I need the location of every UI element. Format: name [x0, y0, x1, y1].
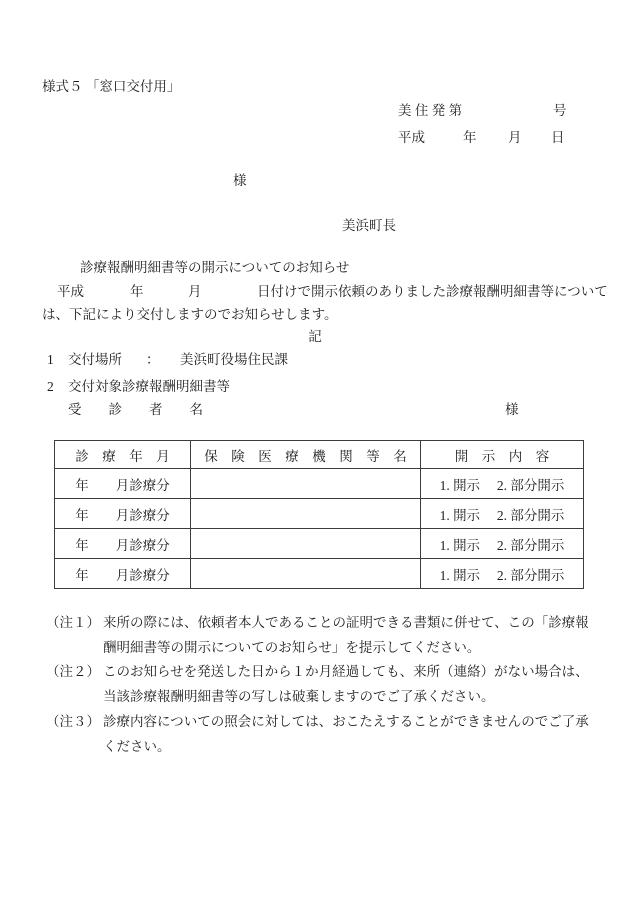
note-2-line-2: 当該診療報酬明細書等の写しは破棄しますのでご了承ください。 — [103, 689, 495, 704]
body-era-label: 平成 — [57, 284, 84, 299]
note-2-line-1: このお知らせを発送した日から１か月経過しても、来所（連絡）がない場合は、 — [103, 664, 589, 679]
disclosure-options-cell: 1. 開示 2. 部分開示 — [421, 499, 584, 529]
item-2-number: 2 — [47, 379, 54, 394]
item-1-number: 1 — [47, 352, 54, 367]
disclosure-options-cell: 1. 開示 2. 部分開示 — [421, 529, 584, 559]
item-2-label: 交付対象診療報酬明細書等 — [68, 379, 230, 394]
period-cell: 年 月診療分 — [55, 499, 191, 529]
org-name-cell — [191, 469, 421, 499]
patient-suffix: 様 — [505, 402, 519, 417]
disclosure-options-cell: 1. 開示 2. 部分開示 — [421, 469, 584, 499]
item-1-label: 交付場所 — [68, 352, 122, 367]
disclosure-options-cell: 1. 開示 2. 部分開示 — [421, 559, 584, 589]
date-month-label: 月 — [508, 130, 522, 145]
org-name-cell — [191, 559, 421, 589]
note-1-line-2: 酬明細書等の開示についてのお知らせ」を提示してください。 — [103, 640, 481, 655]
disclosure-table — [54, 440, 584, 589]
patient-name-label: 受 診 者 名 — [68, 402, 203, 417]
date-era-label: 平成 — [398, 130, 425, 145]
date-year-label: 年 — [463, 130, 477, 145]
table-header-row — [55, 441, 584, 469]
period-cell: 年 月診療分 — [55, 529, 191, 559]
doc-number-prefix: 美 住 発 第 — [398, 103, 463, 118]
period-cell: 年 月診療分 — [55, 559, 191, 589]
note-1-label: （注１） — [46, 615, 100, 630]
table-row — [55, 559, 584, 589]
period-cell: 年 月診療分 — [55, 469, 191, 499]
addressee-suffix: 様 — [233, 173, 247, 188]
org-name-cell — [191, 499, 421, 529]
item-1-value: 美浜町役場住民課 — [180, 352, 288, 367]
table-header-org: 保 険 医 療 機 関 等 名 — [191, 441, 421, 469]
date-day-label: 日 — [551, 130, 565, 145]
note-3-line-2: ください。 — [103, 739, 171, 754]
table-row — [55, 469, 584, 499]
body-line-1-text: 日付けで開示依頼のありました診療報酬明細書等について — [257, 284, 608, 299]
table-row — [55, 529, 584, 559]
note-3-label: （注３） — [46, 714, 100, 729]
org-name-cell — [191, 529, 421, 559]
note-3-line-1: 診療内容についての照会に対しては、おこたえすることができませんのでご了承 — [103, 714, 589, 729]
table-header-period: 診 療 年 月 — [55, 441, 191, 469]
table-row — [55, 499, 584, 529]
body-month-label: 月 — [188, 284, 202, 299]
document-title: 診療報酬明細書等の開示についてのお知らせ — [80, 260, 350, 275]
item-1-colon: ： — [146, 352, 160, 367]
note-2-label: （注２） — [46, 664, 100, 679]
note-1-line-1: 来所の際には、依頼者本人であることの証明できる書類に併せて、この「診療報 — [103, 615, 589, 630]
doc-number-suffix: 号 — [553, 103, 567, 118]
body-line-2-text: は、下記により交付しますのでお知らせします。 — [42, 307, 338, 322]
sender-name: 美浜町長 — [342, 218, 396, 233]
form-label: 様式５ 「窓口交付用」 — [42, 79, 181, 94]
body-year-label: 年 — [130, 284, 144, 299]
table-header-content: 開 示 内 容 — [421, 441, 584, 469]
record-heading: 記 — [308, 329, 322, 344]
